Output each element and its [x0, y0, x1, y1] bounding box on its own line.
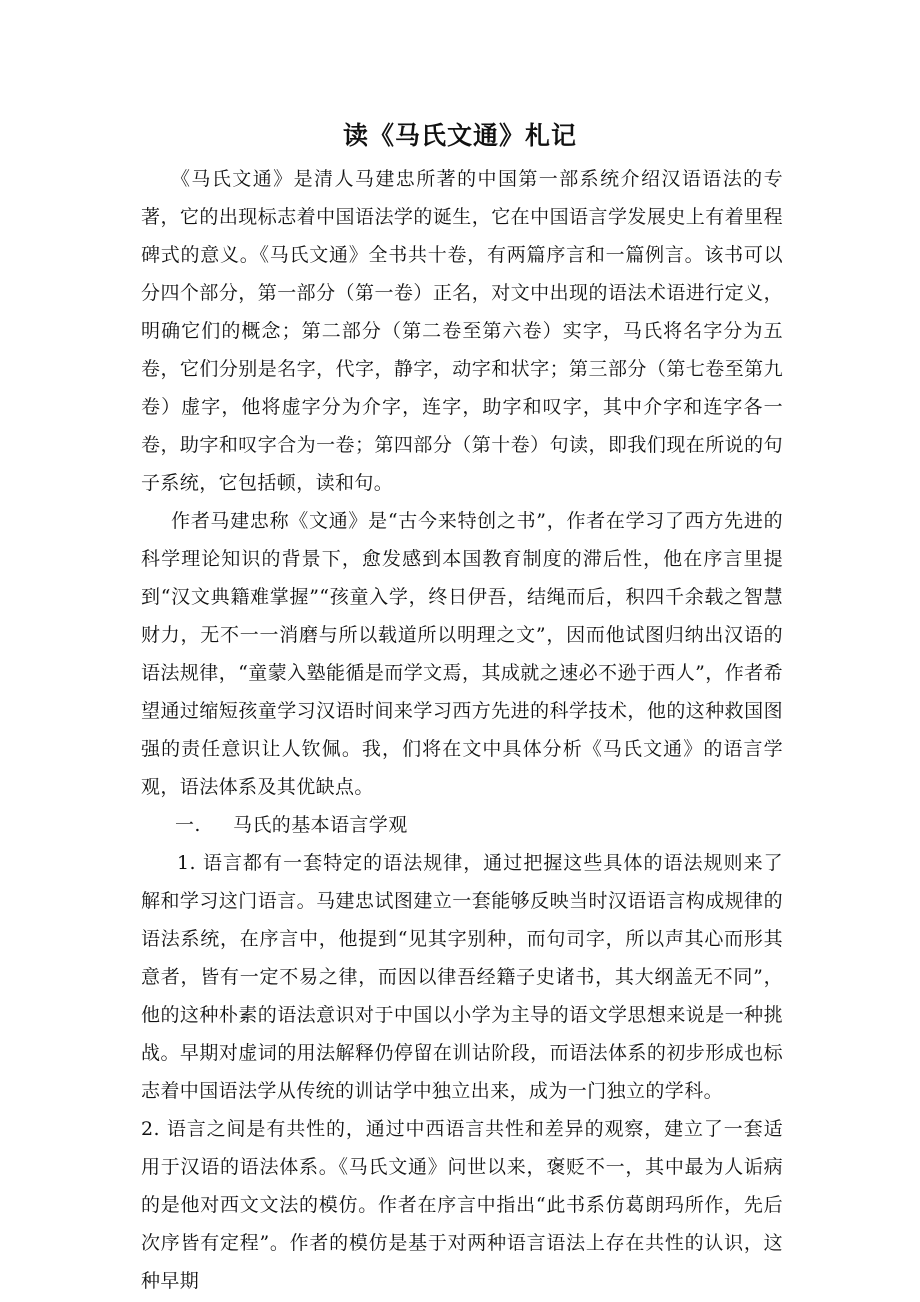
section-heading-text: 马氏的基本语言学观	[233, 814, 408, 836]
document-body	[141, 160, 783, 1300]
section-number: 一.	[175, 814, 201, 836]
document-title: 读《马氏文通》札记	[342, 121, 577, 150]
point-1-paragraph: 1. 语言都有一套特定的语法规律，通过把握这些具体的语法规则来了解和学习这门语言。马建忠试图建立一套能够反映当时汉语语言构成规律的语法系统，在序言中，他提到“见其字别种，而句司字，所以声其心而形其意者，皆有一定不易之律，而因以律吾经籍子史诸书，其大纲盖无不同”，他的这种朴素的语法意识对于中国以小学为主导的语文学思想来说是一种挑战。早期对虚词的用法解释仍停留在训诂阶段，而语法体系的初步形成也标志着中国语法学从传统的训诂学中独立出来，成为一门独立的学科。	[141, 852, 783, 1102]
section-heading	[141, 806, 783, 844]
intro-paragraph: 《马氏文通》是清人马建忠所著的中国第一部系统介绍汉语语法的专著，它的出现标志着中国语法学的诞生，它在中国语言学发展史上有着里程碑式的意义。《马氏文通》全书共十卷，有两篇序言和一篇例言。该书可以分四个部分，第一部分（第一卷）正名，对文中出现的语法术语进行定义，明确它们的概念；第二部分（第二卷至第六卷）实字，马氏将名字分为五卷，它们分别是名字，代字，静字，动字和状字；第三部分（第七卷至第九卷）虚字，他将虚字分为介字，连字，助字和叹字，其中介字和连字各一卷，助字和叹字合为一卷；第四部分（第十卷）句读，即我们现在所说的句子系统，它包括顿，读和句。	[141, 168, 783, 494]
background-paragraph: 作者马建忠称《文通》是“古今来特创之书”，作者在学习了西方先进的科学理论知识的背景下，愈发感到本国教育制度的滞后性，他在序言里提到“汉文典籍难掌握”“孩童入学，终日伊吾，结绳而后，积四千余载之智慧财力，无不一一消磨与所以载道所以明理之文”，因而他试图归纳出汉语的语法规律，“童蒙入塾能循是而学文焉，其成就之速必不逊于西人”，作者希望通过缩短孩童学习汉语时间来学习西方先进的科学技术，他的这种救国图强的责任意识让人钦佩。我，们将在文中具体分析《马氏文通》的语言学观，语法体系及其优缺点。	[141, 510, 783, 798]
point-2-paragraph: 2. 语言之间是有共性的，通过中西语言共性和差异的观察，建立了一套适用于汉语的语法体系。《马氏文通》问世以来，褒贬不一，其中最为人诟病的是他对西文文法的模仿。作者在序言中指出“此书系仿葛朗玛所作，先后次序皆有定程”。作者的模仿是基于对两种语言语法上存在共性的认识，这种早期	[141, 1118, 783, 1292]
